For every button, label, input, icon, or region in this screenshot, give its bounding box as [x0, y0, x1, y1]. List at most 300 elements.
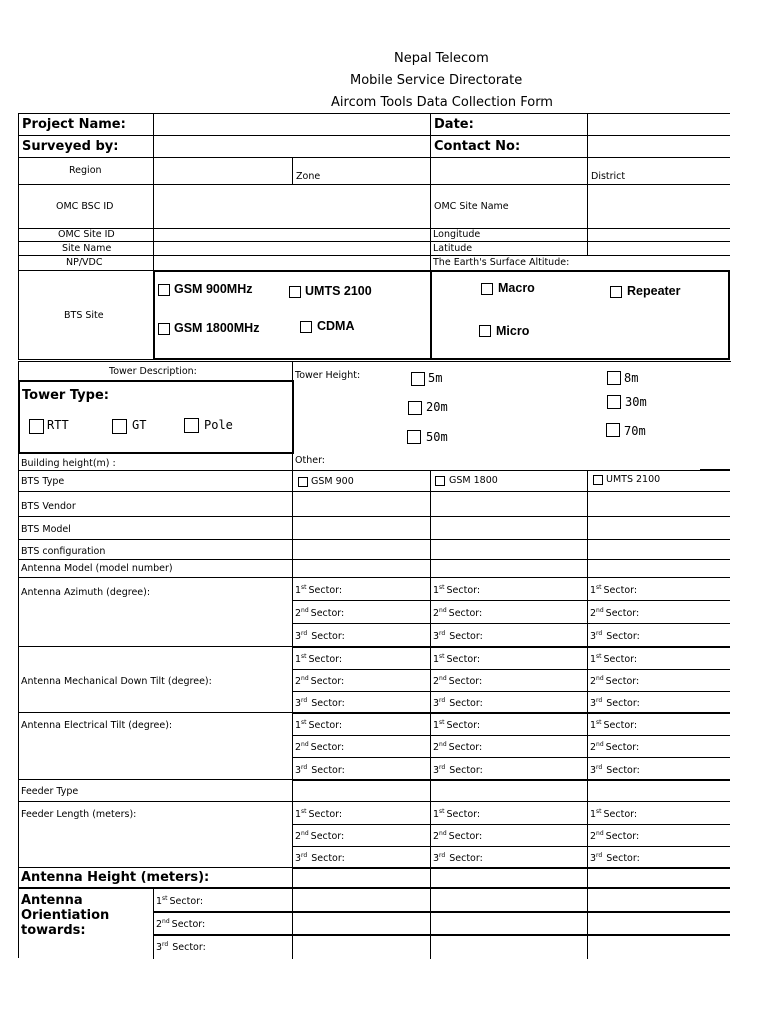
sector-ordinal-suffix: rd: [301, 852, 308, 859]
sector-label: [295, 743, 344, 753]
sector-number: 1: [433, 654, 440, 665]
latitude-label-cell: [430, 241, 588, 256]
sector-word: Sector:: [308, 720, 343, 731]
sector-label: [433, 854, 483, 864]
sector-ordinal-suffix: rd: [596, 697, 603, 704]
contact-no-field[interactable]: [587, 135, 730, 158]
sector-number: 2: [590, 676, 597, 687]
orientation-sector-2-col-2[interactable]: [292, 911, 431, 936]
sector-ordinal-suffix: st: [439, 719, 445, 726]
bts-vendor-label-cell: [18, 491, 293, 517]
sector-word: Sector:: [605, 608, 640, 619]
feeder-length-label-cell: [18, 801, 293, 868]
mech-tilt-label: Antenna Mechanical Down Tilt (degree):: [21, 676, 212, 687]
building-height-label: Building height(m) :: [21, 458, 116, 469]
antenna-model-field-1[interactable]: [292, 559, 431, 578]
orientation-sector-2-col-1[interactable]: [153, 911, 293, 936]
azimuth-sector-3-col-2[interactable]: [430, 623, 588, 648]
mech-tilt-label-cell: [18, 646, 293, 713]
bts-site-label-cell: [18, 270, 154, 360]
sector-ordinal-suffix: rd: [301, 764, 308, 771]
sector-word: Sector:: [603, 809, 638, 820]
rtt-option-label: RTT: [47, 418, 69, 432]
sector-number: 2: [590, 742, 597, 753]
sector-number: 1: [295, 585, 302, 596]
height-30m-checkbox[interactable]: [607, 395, 621, 409]
contact-no-label: Contact No:: [434, 139, 521, 154]
cdma-checkbox[interactable]: [300, 321, 312, 333]
azimuth-sector-2-col-3[interactable]: [587, 600, 730, 624]
sector-word: Sector:: [603, 585, 638, 596]
sector-number: 2: [295, 742, 302, 753]
sector-ordinal-suffix: st: [596, 719, 602, 726]
feeder-type-label-cell: [18, 779, 293, 802]
sector-ordinal-suffix: nd: [596, 830, 604, 837]
sector-number: 3: [433, 698, 440, 709]
omc-bsc-id-label-cell: [18, 184, 154, 229]
feeder-length-sector-3-col-2[interactable]: [430, 846, 588, 869]
omc-site-name-label: OMC Site Name: [434, 201, 509, 212]
elec-tilt-sector-3-col-1[interactable]: [292, 757, 431, 781]
sector-label: [156, 920, 205, 930]
tower-height-label: Tower Height:: [295, 370, 361, 381]
project-name-label-cell: [18, 113, 154, 136]
sector-word: Sector:: [310, 831, 345, 842]
sector-word: Sector:: [448, 608, 483, 619]
sector-ordinal-suffix: st: [596, 808, 602, 815]
sector-label: [590, 677, 639, 687]
antenna-height-field-2[interactable]: [430, 867, 588, 889]
surveyed-by-label: Surveyed by:: [22, 139, 119, 154]
bts-model-field-1[interactable]: [292, 516, 431, 540]
mech-tilt-sector-3-col-3[interactable]: [587, 691, 730, 714]
bts-site-label: BTS Site: [64, 310, 104, 321]
sector-word: Sector:: [310, 608, 345, 619]
project-name-field[interactable]: [153, 113, 431, 136]
umts2100-checkbox[interactable]: [289, 286, 301, 298]
sector-label: [433, 832, 482, 842]
sector-number: 1: [156, 896, 163, 907]
sector-label: [590, 699, 640, 709]
bts-type-umts2100-cell: [587, 470, 730, 492]
sector-ordinal-suffix: nd: [596, 741, 604, 748]
sector-number: 1: [590, 654, 597, 665]
sector-ordinal-suffix: nd: [439, 741, 447, 748]
sector-label: [433, 810, 480, 820]
sector-number: 3: [156, 942, 163, 953]
macro-checkbox[interactable]: [481, 283, 493, 295]
sector-label: [590, 655, 637, 665]
feeder-length-sector-2-col-3[interactable]: [587, 824, 730, 847]
umts2100-option-label: UMTS 2100: [305, 284, 372, 298]
elec-tilt-label: Antenna Electrical Tilt (degree):: [21, 720, 173, 731]
sector-ordinal-suffix: nd: [301, 830, 309, 837]
tower-description-label: Tower Description:: [109, 366, 197, 377]
height-5m-label: 5m: [428, 371, 443, 385]
rtt-checkbox[interactable]: [29, 419, 44, 434]
mech-tilt-sector-1-col-3[interactable]: [587, 646, 730, 670]
orientation-label: Antenna Orientiation towards:: [21, 893, 110, 938]
height-20m-checkbox[interactable]: [408, 401, 422, 415]
bts-vendor-field-2[interactable]: [430, 491, 588, 517]
feeder-length-sector-1-col-1[interactable]: [292, 801, 431, 825]
zone-cell[interactable]: [292, 157, 431, 185]
other-height-label: Other:: [295, 455, 326, 466]
sector-label: [295, 766, 345, 776]
height-8m-checkbox[interactable]: [607, 371, 621, 385]
elec-tilt-sector-2-col-1[interactable]: [292, 735, 431, 758]
sector-number: 3: [295, 853, 302, 864]
sector-number: 3: [590, 853, 597, 864]
sector-word: Sector:: [172, 942, 206, 953]
sector-label: [433, 586, 480, 596]
sector-label: [295, 609, 344, 619]
bts-type-label-cell: [18, 470, 293, 492]
bts-site-class-options: [430, 270, 730, 360]
sector-label: [590, 766, 640, 776]
zone-field[interactable]: [430, 157, 588, 185]
bts-model-label: BTS Model: [21, 524, 71, 535]
sector-ordinal-suffix: st: [439, 808, 445, 815]
sector-word: Sector:: [449, 853, 483, 864]
district-cell[interactable]: [587, 157, 730, 185]
sector-word: Sector:: [311, 853, 345, 864]
sector-ordinal-suffix: nd: [439, 830, 447, 837]
bts-vendor-label: BTS Vendor: [21, 501, 76, 512]
sector-number: 2: [295, 608, 302, 619]
azimuth-sector-1-col-2[interactable]: [430, 577, 588, 601]
sector-ordinal-suffix: st: [439, 653, 445, 660]
sector-word: Sector:: [606, 631, 640, 642]
zone-label: Zone: [296, 171, 321, 182]
sector-word: Sector:: [308, 585, 343, 596]
bts-model-field-3[interactable]: [587, 516, 730, 540]
sector-number: 1: [295, 720, 302, 731]
sector-ordinal-suffix: rd: [439, 630, 446, 637]
sector-number: 2: [295, 831, 302, 842]
antenna-height-label-cell: [18, 867, 293, 889]
sector-number: 1: [295, 809, 302, 820]
antenna-model-field-2[interactable]: [430, 559, 588, 578]
orientation-sector-2-col-4[interactable]: [587, 911, 730, 936]
sector-label: [156, 943, 206, 953]
gsm1800-checkbox[interactable]: [158, 323, 170, 335]
elec-tilt-sector-3-col-2[interactable]: [430, 757, 588, 781]
sector-word: Sector:: [448, 742, 483, 753]
macro-option-label: Macro: [498, 281, 535, 295]
altitude-cell[interactable]: [430, 255, 730, 271]
sector-word: Sector:: [449, 631, 483, 642]
sector-number: 3: [433, 853, 440, 864]
elec-tilt-sector-1-col-2[interactable]: [430, 712, 588, 736]
bts-band-options: [153, 270, 432, 360]
date-field[interactable]: [587, 113, 730, 136]
sector-number: 3: [590, 698, 597, 709]
mech-tilt-sector-2-col-2[interactable]: [430, 669, 588, 692]
bts-type-umts2100-checkbox[interactable]: [593, 475, 603, 485]
elec-tilt-sector-3-col-3[interactable]: [587, 757, 730, 781]
orientation-sector-1-col-2[interactable]: [292, 888, 431, 913]
sector-number: 2: [590, 608, 597, 619]
height-70m-checkbox[interactable]: [606, 423, 620, 437]
sector-label: [590, 832, 639, 842]
mech-tilt-sector-3-col-2[interactable]: [430, 691, 588, 714]
orientation-sector-2-col-3[interactable]: [430, 911, 588, 936]
sector-ordinal-suffix: nd: [439, 675, 447, 682]
sector-ordinal-suffix: nd: [301, 741, 309, 748]
azimuth-sector-2-col-1[interactable]: [292, 600, 431, 624]
azimuth-sector-2-col-2[interactable]: [430, 600, 588, 624]
antenna-height-field-3[interactable]: [587, 867, 730, 889]
sector-word: Sector:: [603, 720, 638, 731]
mech-tilt-sector-1-col-1[interactable]: [292, 646, 431, 670]
bts-configuration-field-2[interactable]: [430, 539, 588, 560]
feeder-length-sector-2-col-2[interactable]: [430, 824, 588, 847]
bts-type-top-rule: [700, 469, 730, 471]
feeder-length-sector-1-col-2[interactable]: [430, 801, 588, 825]
antenna-model-field-3[interactable]: [587, 559, 730, 578]
orientation-sector-3-col-1[interactable]: [153, 934, 293, 959]
bts-type-umts2100-label: UMTS 2100: [606, 474, 661, 485]
sector-ordinal-suffix: nd: [162, 918, 170, 925]
surveyed-by-field[interactable]: [153, 135, 431, 158]
sector-label: [156, 897, 203, 907]
sector-word: Sector:: [446, 585, 481, 596]
sector-word: Sector:: [605, 676, 640, 687]
sector-number: 1: [590, 809, 597, 820]
orientation-sector-3-col-2[interactable]: [292, 934, 431, 959]
sector-label: [295, 832, 344, 842]
building-height-cell[interactable]: [18, 453, 293, 471]
azimuth-sector-1-col-3[interactable]: [587, 577, 730, 601]
np-vdc-label: NP/VDC: [66, 257, 103, 268]
feeder-length-sector-2-col-1[interactable]: [292, 824, 431, 847]
longitude-field[interactable]: [587, 228, 730, 242]
gt-option-label: GT: [132, 418, 147, 432]
bts-type-label: BTS Type: [21, 476, 65, 487]
pole-checkbox[interactable]: [184, 418, 199, 433]
gt-checkbox[interactable]: [112, 419, 127, 434]
cdma-option-label: CDMA: [317, 319, 355, 333]
mech-tilt-sector-1-col-2[interactable]: [430, 646, 588, 670]
region-label-cell: [18, 157, 154, 185]
gsm900-option-label: GSM 900MHz: [174, 282, 253, 296]
sector-label: [295, 655, 342, 665]
sector-number: 3: [590, 765, 597, 776]
tower-type-label: Tower Type:: [22, 388, 109, 403]
bts-model-label-cell: [18, 516, 293, 540]
sector-ordinal-suffix: st: [301, 653, 307, 660]
sector-word: Sector:: [605, 742, 640, 753]
elec-tilt-sector-1-col-3[interactable]: [587, 712, 730, 736]
mech-tilt-sector-2-col-3[interactable]: [587, 669, 730, 692]
sector-ordinal-suffix: rd: [596, 764, 603, 771]
pole-option-label: Pole: [204, 418, 233, 432]
omc-site-name-label-cell: [430, 184, 588, 229]
longitude-label-cell: [430, 228, 588, 242]
site-name-label: Site Name: [62, 243, 112, 254]
sector-label: [590, 632, 640, 642]
sector-word: Sector:: [311, 765, 345, 776]
bts-vendor-field-3[interactable]: [587, 491, 730, 517]
sector-number: 2: [156, 919, 163, 930]
bts-type-gsm1800-label: GSM 1800: [449, 475, 498, 486]
sector-word: Sector:: [308, 809, 343, 820]
np-vdc-field[interactable]: [153, 255, 431, 271]
sector-number: 1: [590, 585, 597, 596]
azimuth-label: Antenna Azimuth (degree):: [21, 587, 151, 598]
sector-ordinal-suffix: rd: [596, 852, 603, 859]
sector-ordinal-suffix: st: [596, 653, 602, 660]
sector-ordinal-suffix: rd: [439, 764, 446, 771]
mech-tilt-sector-3-col-1[interactable]: [292, 691, 431, 714]
sector-number: 2: [433, 831, 440, 842]
sector-label: [590, 586, 637, 596]
project-name-label: Project Name:: [22, 117, 126, 132]
repeater-checkbox[interactable]: [610, 286, 622, 298]
sector-number: 3: [295, 631, 302, 642]
sector-label: [433, 699, 483, 709]
bts-configuration-field-3[interactable]: [587, 539, 730, 560]
bts-type-gsm900-checkbox[interactable]: [298, 477, 308, 487]
antenna-height-label: Antenna Height (meters):: [21, 870, 210, 885]
sector-word: Sector:: [171, 919, 206, 930]
sector-word: Sector:: [605, 831, 640, 842]
orientation-sector-1-col-4[interactable]: [587, 888, 730, 913]
sector-ordinal-suffix: st: [439, 584, 445, 591]
mech-tilt-sector-2-col-1[interactable]: [292, 669, 431, 692]
sector-ordinal-suffix: st: [596, 584, 602, 591]
region-field[interactable]: [153, 157, 293, 185]
sector-word: Sector:: [446, 720, 481, 731]
sector-label: [295, 586, 342, 596]
sector-word: Sector:: [448, 676, 483, 687]
feeder-type-field-1[interactable]: [292, 779, 431, 802]
orientation-sector-1-col-3[interactable]: [430, 888, 588, 913]
feeder-type-label: Feeder Type: [21, 786, 79, 797]
omc-bsc-id-label: OMC BSC ID: [56, 201, 114, 212]
omc-site-id-label-cell: [18, 228, 154, 242]
sector-number: 1: [295, 654, 302, 665]
sector-number: 2: [433, 676, 440, 687]
tower-height-block: [292, 361, 731, 470]
elec-tilt-sector-2-col-3[interactable]: [587, 735, 730, 758]
omc-site-id-field[interactable]: [153, 228, 431, 242]
orientation-sector-1-col-1[interactable]: [153, 888, 293, 913]
micro-checkbox[interactable]: [479, 325, 491, 337]
sector-word: Sector:: [446, 654, 481, 665]
elec-tilt-sector-2-col-2[interactable]: [430, 735, 588, 758]
elec-tilt-sector-1-col-1[interactable]: [292, 712, 431, 736]
feeder-length-label: Feeder Length (meters):: [21, 809, 137, 820]
surveyed-by-label-cell: [18, 135, 154, 158]
sector-word: Sector:: [310, 676, 345, 687]
height-50m-label: 50m: [426, 430, 448, 444]
sector-number: 2: [295, 676, 302, 687]
feeder-type-field-3[interactable]: [587, 779, 730, 802]
omc-bsc-id-field[interactable]: [153, 184, 431, 229]
sector-word: Sector:: [311, 631, 345, 642]
gsm900-checkbox[interactable]: [158, 284, 170, 296]
bts-type-gsm1800-checkbox[interactable]: [435, 476, 445, 486]
orientation-sector-3-col-4[interactable]: [587, 934, 730, 959]
sector-word: Sector:: [446, 809, 481, 820]
sector-ordinal-suffix: rd: [301, 630, 308, 637]
bts-type-gsm900-label: GSM 900: [311, 476, 354, 487]
sector-ordinal-suffix: nd: [439, 607, 447, 614]
contact-no-label-cell: [430, 135, 588, 158]
sector-label: [433, 677, 482, 687]
bts-vendor-field-1[interactable]: [292, 491, 431, 517]
omc-site-name-field[interactable]: [587, 184, 730, 229]
sector-number: 1: [590, 720, 597, 731]
sector-ordinal-suffix: nd: [596, 675, 604, 682]
antenna-model-label: Antenna Model (model number): [21, 563, 173, 574]
sector-label: [295, 854, 345, 864]
tower-description-cell: [18, 361, 293, 381]
sector-word: Sector:: [606, 853, 640, 864]
sector-ordinal-suffix: st: [301, 584, 307, 591]
sector-word: Sector:: [310, 742, 345, 753]
micro-option-label: Micro: [496, 324, 530, 338]
sector-ordinal-suffix: rd: [301, 697, 308, 704]
sector-label: [433, 766, 483, 776]
region-label: Region: [69, 165, 102, 176]
height-50m-checkbox[interactable]: [407, 430, 421, 444]
altitude-label: The Earth's Surface Altitude:: [433, 257, 570, 268]
sector-number: 2: [433, 608, 440, 619]
np-vdc-label-cell: [18, 255, 154, 271]
bts-model-field-2[interactable]: [430, 516, 588, 540]
bts-type-gsm1800-cell: [430, 470, 588, 492]
elec-tilt-label-cell: [18, 712, 293, 780]
sector-number: 2: [433, 742, 440, 753]
repeater-option-label: Repeater: [627, 284, 681, 298]
sector-ordinal-suffix: st: [301, 719, 307, 726]
sector-label: [295, 810, 342, 820]
sector-ordinal-suffix: rd: [162, 941, 169, 948]
longitude-label: Longitude: [433, 229, 481, 240]
height-5m-checkbox[interactable]: [411, 372, 425, 386]
feeder-type-field-2[interactable]: [430, 779, 588, 802]
bts-type-gsm900-cell: [292, 470, 431, 492]
sector-number: 3: [433, 765, 440, 776]
sector-label: [433, 609, 482, 619]
gsm1800-option-label: GSM 1800MHz: [174, 321, 260, 335]
sector-ordinal-suffix: nd: [596, 607, 604, 614]
antenna-height-field-1[interactable]: [292, 867, 431, 889]
height-70m-label: 70m: [624, 424, 646, 438]
tower-type-block: [18, 380, 294, 454]
latitude-field[interactable]: [587, 241, 730, 256]
sector-word: Sector:: [606, 698, 640, 709]
sector-word: Sector:: [449, 698, 483, 709]
azimuth-label-cell: [18, 577, 293, 647]
height-30m-label: 30m: [625, 395, 647, 409]
sector-ordinal-suffix: st: [301, 808, 307, 815]
azimuth-sector-3-col-3[interactable]: [587, 623, 730, 648]
site-name-field[interactable]: [153, 241, 431, 256]
district-label: District: [591, 171, 626, 182]
azimuth-sector-1-col-1[interactable]: [292, 577, 431, 601]
feeder-length-sector-1-col-3[interactable]: [587, 801, 730, 825]
feeder-length-sector-3-col-3[interactable]: [587, 846, 730, 869]
azimuth-sector-3-col-1[interactable]: [292, 623, 431, 648]
sector-label: [590, 743, 639, 753]
orientation-sector-3-col-3[interactable]: [430, 934, 588, 959]
bts-configuration-field-1[interactable]: [292, 539, 431, 560]
feeder-length-sector-3-col-1[interactable]: [292, 846, 431, 869]
